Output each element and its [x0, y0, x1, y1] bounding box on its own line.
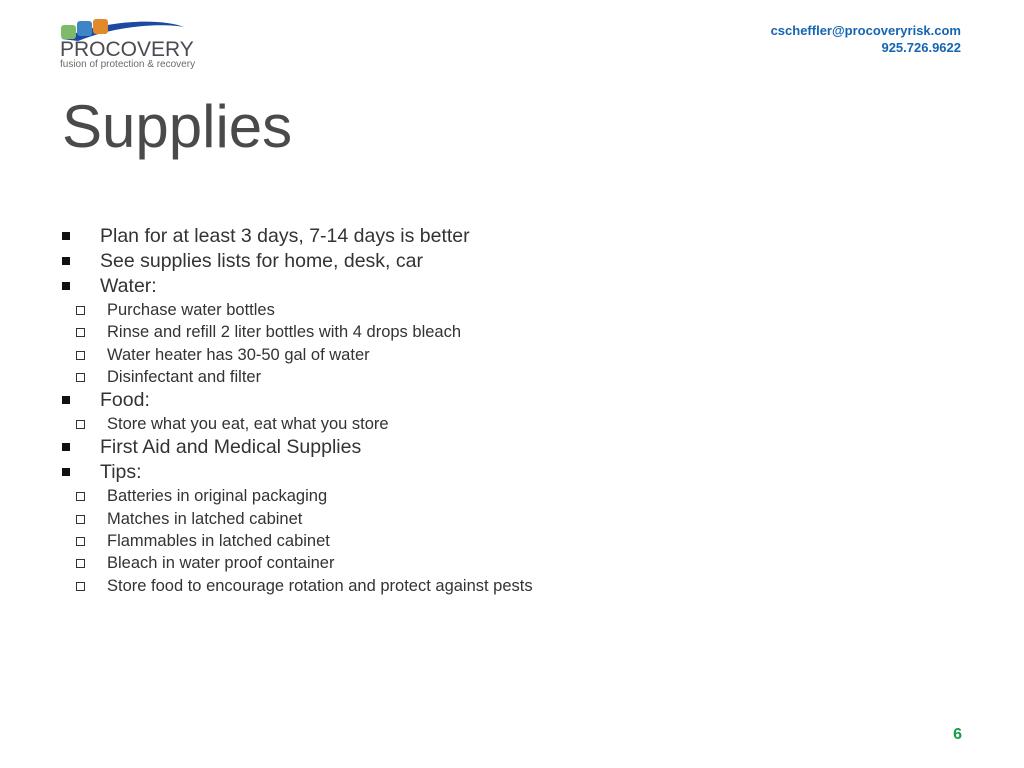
sub-bullet-text: Purchase water bottles — [107, 301, 275, 319]
sub-bullet-group — [62, 485, 533, 596]
contact-phone: 925.726.9622 — [881, 40, 961, 55]
sub-bullet-item — [62, 552, 533, 574]
hollow-square-bullet-icon — [76, 537, 85, 546]
sub-bullet-item — [62, 344, 533, 366]
sub-bullet-item — [62, 413, 533, 435]
logo-green-square — [61, 25, 76, 39]
sub-bullet-text: Batteries in original packaging — [107, 487, 328, 506]
hollow-square-bullet-icon — [76, 582, 85, 591]
filled-square-bullet-icon — [62, 282, 70, 290]
sub-bullet-item — [62, 366, 533, 388]
bullet-item — [62, 388, 533, 413]
sub-bullet-list — [62, 413, 533, 435]
filled-square-bullet-icon — [62, 468, 70, 476]
hollow-square-bullet-icon — [76, 328, 85, 337]
sub-bullet-item — [62, 299, 533, 321]
hollow-square-bullet-icon — [76, 515, 85, 524]
slide-title: Supplies — [62, 93, 293, 160]
filled-square-bullet-icon — [62, 232, 70, 240]
hollow-square-bullet-icon — [76, 420, 85, 429]
sub-bullet-group — [62, 299, 533, 388]
sub-bullet-text: Flammables in latched cabinet — [107, 532, 330, 551]
bullet-text: Food: — [100, 389, 150, 412]
sub-bullet-item — [62, 485, 533, 507]
sub-bullet-text: Store what you eat, eat what you store — [107, 415, 389, 434]
bullet-item — [62, 249, 533, 274]
bullet-item — [62, 224, 533, 249]
bullet-text: First Aid and Medical Supplies — [100, 436, 362, 459]
sub-bullet-list — [62, 299, 533, 388]
hollow-square-bullet-icon — [76, 373, 85, 382]
logo-name: PROCOVERY — [60, 38, 194, 61]
filled-square-bullet-icon — [62, 443, 70, 451]
logo-tagline: fusion of protection & recovery — [60, 59, 196, 70]
hollow-square-bullet-icon — [76, 492, 85, 501]
sub-bullet-item — [62, 321, 533, 343]
logo-orange-square — [93, 19, 108, 34]
sub-bullet-text: Bleach in water proof container — [107, 554, 335, 573]
logo-blue-square — [77, 21, 92, 36]
bullet-item — [62, 274, 533, 299]
bullet-item — [62, 460, 533, 485]
bullet-text: Plan for at least 3 days, 7-14 days is better — [100, 225, 470, 247]
sub-bullet-item — [62, 530, 533, 552]
hollow-square-bullet-icon — [76, 351, 85, 360]
page-number: 6 — [953, 726, 962, 743]
procovery-logo — [58, 17, 198, 75]
sub-bullet-item — [62, 508, 533, 530]
contact-email[interactable]: cscheffler@procoveryrisk.com — [770, 23, 961, 38]
sub-bullet-group — [62, 413, 533, 435]
filled-square-bullet-icon — [62, 396, 70, 404]
sub-bullet-list — [62, 485, 533, 596]
sub-bullet-item — [62, 575, 533, 597]
sub-bullet-text: Rinse and refill 2 liter bottles with 4 drops bleach — [107, 323, 462, 342]
bullet-list — [62, 224, 533, 597]
bullet-text: Water: — [100, 275, 157, 297]
filled-square-bullet-icon — [62, 257, 70, 265]
sub-bullet-text: Disinfectant and filter — [107, 367, 262, 386]
hollow-square-bullet-icon — [76, 559, 85, 568]
contact-info — [771, 22, 961, 56]
sub-bullet-text: Store food to encourage rotation and protect against pests — [107, 576, 533, 595]
bullet-item — [62, 435, 533, 460]
sub-bullet-text: Water heater has 30-50 gal of water — [107, 345, 370, 364]
sub-bullet-text: Matches in latched cabinet — [107, 509, 303, 528]
bullet-text: Tips: — [100, 461, 142, 484]
bullet-text: See supplies lists for home, desk, car — [100, 250, 423, 272]
hollow-square-bullet-icon — [76, 306, 85, 315]
